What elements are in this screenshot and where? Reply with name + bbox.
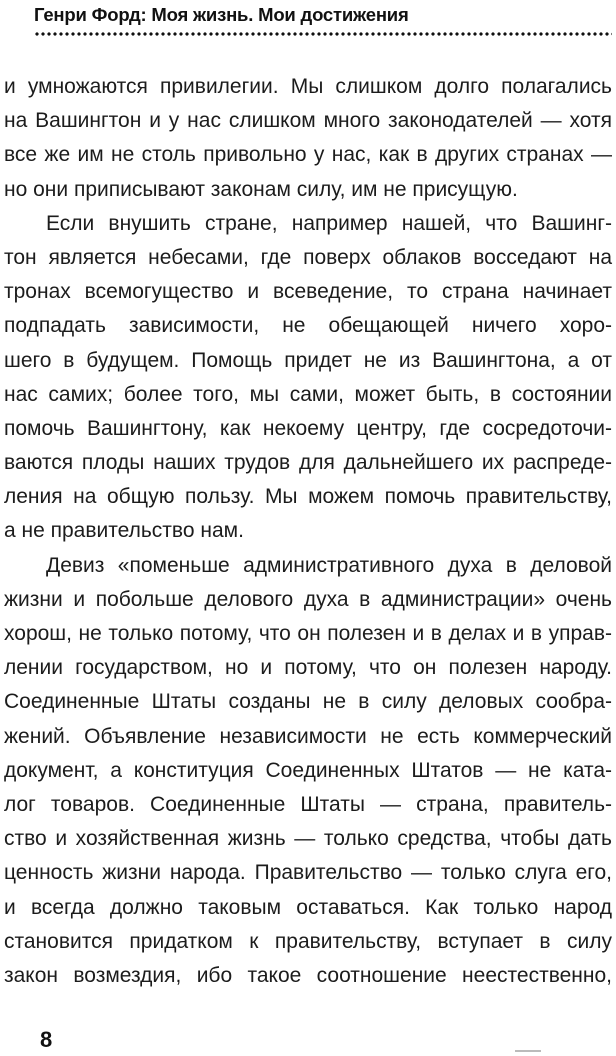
text-line: лении государством, но и потому, что он полезен народу. <box>4 656 612 680</box>
text-line: лог товаров. Соединенные Штаты — страна, правитель- <box>4 792 612 816</box>
paragraph-1 <box>4 70 612 207</box>
text-line: жизни и побольше делового духа в администрации» очень <box>4 587 612 611</box>
running-title: Генри Форд: Моя жизнь. Мои достижения <box>34 4 409 25</box>
body-text <box>4 70 612 993</box>
text-line: жений. Объявление независимости не есть коммерческий <box>4 724 612 748</box>
text-line: все же им не столь привольно у нас, как в других странах — <box>4 143 612 167</box>
text-line: закон возмездия, ибо такое соотношение неестественно, <box>4 963 612 987</box>
text-line: ления на общую пользу. Мы можем помочь правительству, <box>4 485 612 509</box>
text-line: на Вашингтон и у нас слишком много законодателей — хотя <box>4 109 612 133</box>
text-line: и умножаются привилегии. Мы слишком долго полагались <box>4 75 612 98</box>
text-line: становится придатком к правительству, вступает в силу <box>4 929 612 953</box>
text-line: а не правительство нам. <box>4 519 244 543</box>
text-line: документ, а конституция Соединенных Штатов — не ката- <box>4 758 612 782</box>
text-line: Соединенные Штаты созданы не в силу деловых сообра- <box>4 690 612 714</box>
paragraph-3 <box>4 549 612 993</box>
paragraph-2 <box>4 207 612 549</box>
dotted-divider <box>34 32 612 36</box>
text-line: ценность жизни народа. Правительство — только слуга его, <box>4 861 612 885</box>
page-number: 8 <box>40 1027 53 1052</box>
text-line: хорош, не только потому, что он полезен и в делах и в управ- <box>4 622 612 645</box>
text-line: Девиз «поменьше административного духа в деловой <box>46 553 612 577</box>
text-line: но они приписывают законам силу, им не присущую. <box>4 177 518 201</box>
text-line: ваются плоды наших трудов для дальнейшего их распреде- <box>4 451 612 475</box>
text-line: нас самих; более того, мы сами, может быть, в состоянии <box>4 382 612 406</box>
text-line: помочь Вашингтону, как некоему центру, где сосредоточи- <box>4 416 612 440</box>
text-line: подпадать зависимости, не обещающей ничего хоро- <box>4 314 612 338</box>
text-line: тронах всемогущество и всеведение, то страна начинает <box>4 280 612 304</box>
text-line: и всегда должно таковым оставаться. Как только народ <box>4 895 612 919</box>
text-line: Если внушить стране, например нашей, что Вашинг- <box>46 211 612 235</box>
footer-mark <box>515 1050 541 1052</box>
text-line: ство и хозяйственная жизнь — только средства, чтобы дать <box>4 827 612 851</box>
text-line: тон является небесами, где поверх облаков восседают на <box>4 245 612 269</box>
text-line: шего в будущем. Помощь придет не из Вашингтона, а от <box>4 348 612 372</box>
